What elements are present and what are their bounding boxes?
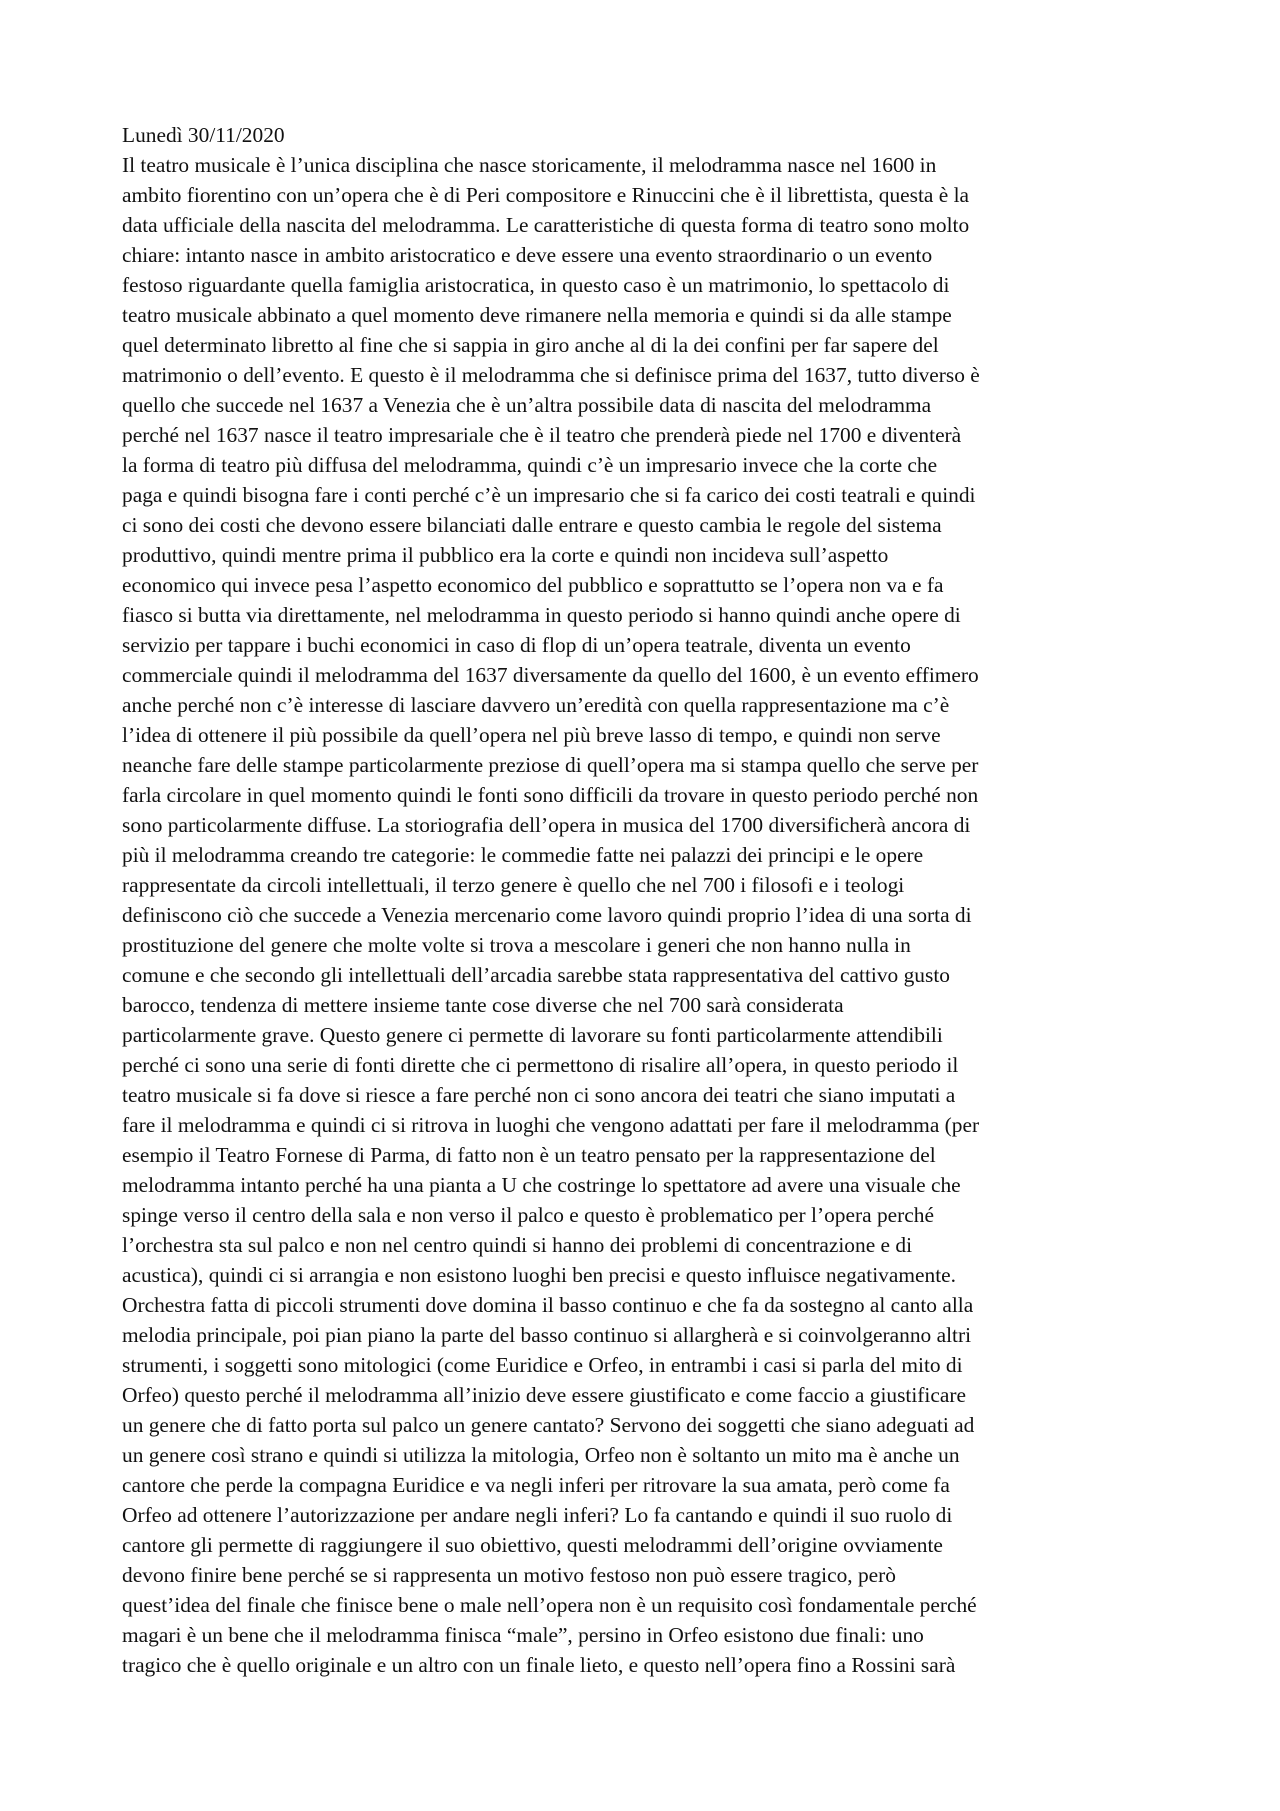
text-line: servizio per tappare i buchi economici in caso di flop di un’opera teatrale, diventa un evento bbox=[122, 633, 911, 657]
text-line: perché ci sono una serie di fonti dirette che ci permettono di risalire all’opera, in questo periodo il bbox=[122, 1053, 959, 1077]
text-line: particolarmente grave. Questo genere ci permette di lavorare su fonti particolarmente attendibili bbox=[122, 1023, 943, 1047]
text-line: matrimonio o dell’evento. E questo è il melodramma che si definisce prima del 1637, tutto diverso è bbox=[122, 363, 980, 387]
text-line: spinge verso il centro della sala e non verso il palco e questo è problematico per l’opera perché bbox=[122, 1203, 934, 1227]
text-line: definiscono ciò che succede a Venezia mercenario come lavoro quindi proprio l’idea di una sorta di bbox=[122, 903, 972, 927]
text-line: Orfeo ad ottenere l’autorizzazione per andare negli inferi? Lo fa cantando e quindi il suo ruolo di bbox=[122, 1503, 953, 1527]
text-line: sono particolarmente diffuse. La storiografia dell’opera in musica del 1700 diversificherà ancora di bbox=[122, 813, 971, 837]
text-line: tragico che è quello originale e un altro con un finale lieto, e questo nell’opera fino a Rossini sarà bbox=[122, 1653, 956, 1677]
text-line: ci sono dei costi che devono essere bilanciati dalle entrare e questo cambia le regole del sistema bbox=[122, 513, 942, 537]
text-line: perché nel 1637 nasce il teatro impresariale che è il teatro che prenderà piede nel 1700 e diventerà bbox=[122, 423, 962, 447]
text-line: quello che succede nel 1637 a Venezia che è un’altra possibile data di nascita del melodramma bbox=[122, 393, 932, 417]
text-line: chiare: intanto nasce in ambito aristocratico e deve essere una evento straordinario o un evento bbox=[122, 243, 933, 267]
text-line: Orfeo) questo perché il melodramma all’inizio deve essere giustificato e come faccio a giustificare bbox=[122, 1383, 966, 1407]
text-line: cantore che perde la compagna Euridice e va negli inferi per ritrovare la sua amata, però come fa bbox=[122, 1473, 950, 1497]
text-line: magari è un bene che il melodramma finisca “male”, persino in Orfeo esistono due finali: uno bbox=[122, 1623, 924, 1647]
text-line: esempio il Teatro Fornese di Parma, di fatto non è un teatro pensato per la rappresentazione del bbox=[122, 1143, 936, 1167]
text-line: quel determinato libretto al fine che si sappia in giro anche al di la dei confini per far sapere del bbox=[122, 333, 939, 357]
text-line: devono finire bene perché se si rappresenta un motivo festoso non può essere tragico, però bbox=[122, 1563, 896, 1587]
text-line: economico qui invece pesa l’aspetto economico del pubblico e soprattutto se l’opera non va e fa bbox=[122, 573, 944, 597]
text-line: un genere così strano e quindi si utilizza la mitologia, Orfeo non è soltanto un mito ma è anche un bbox=[122, 1443, 960, 1467]
text-line: barocco, tendenza di mettere insieme tante cose diverse che nel 700 sarà considerata bbox=[122, 993, 844, 1017]
text-line: neanche fare delle stampe particolarmente preziose di quell’opera ma si stampa quello che serve per bbox=[122, 753, 979, 777]
text-line: più il melodramma creando tre categorie: le commedie fatte nei palazzi dei principi e le opere bbox=[122, 843, 924, 867]
text-line: anche perché non c’è interesse di lasciare davvero un’eredità con quella rappresentazione ma c’è bbox=[122, 693, 950, 717]
text-line: data ufficiale della nascita del melodramma. Le caratteristiche di questa forma di teatro sono molto bbox=[122, 213, 970, 237]
text-line: cantore gli permette di raggiungere il suo obiettivo, questi melodrammi dell’origine ovviamente bbox=[122, 1533, 943, 1557]
text-line: prostituzione del genere che molte volte si trova a mescolare i generi che non hanno nulla in bbox=[122, 933, 911, 957]
text-line: commerciale quindi il melodramma del 1637 diversamente da quello del 1600, è un evento effimero bbox=[122, 663, 979, 687]
text-line: quest’idea del finale che finisce bene o male nell’opera non è un requisito così fondamentale perché bbox=[122, 1593, 977, 1617]
text-line: teatro musicale si fa dove si riesce a fare perché non ci sono ancora dei teatri che siano imputati a bbox=[122, 1083, 956, 1107]
text-line: paga e quindi bisogna fare i conti perché c’è un impresario che si fa carico dei costi teatrali e quindi bbox=[122, 483, 976, 507]
text-line: fiasco si butta via direttamente, nel melodramma in questo periodo si hanno quindi anche opere di bbox=[122, 603, 961, 627]
document-date: Lunedì 30/11/2020 bbox=[122, 123, 285, 147]
text-line: festoso riguardante quella famiglia aristocratica, in questo caso è un matrimonio, lo spettacolo di bbox=[122, 273, 950, 297]
text-line: Orchestra fatta di piccoli strumenti dove domina il basso continuo e che fa da sostegno al canto alla bbox=[122, 1293, 974, 1317]
text-line: l’orchestra sta sul palco e non nel centro quindi si hanno dei problemi di concentrazione e di bbox=[122, 1233, 913, 1257]
text-line: l’idea di ottenere il più possibile da quell’opera nel più breve lasso di tempo, e quindi non serve bbox=[122, 723, 941, 747]
text-line: acustica), quindi ci si arrangia e non esistono luoghi ben precisi e questo influisce negativamente. bbox=[122, 1263, 956, 1287]
text-line: teatro musicale abbinato a quel momento deve rimanere nella memoria e quindi si da alle stampe bbox=[122, 303, 952, 327]
text-line: melodia principale, poi pian piano la parte del basso continuo si allargherà e si coinvolgeranno altri bbox=[122, 1323, 972, 1347]
text-line: melodramma intanto perché ha una pianta a U che costringe lo spettatore ad avere una visuale che bbox=[122, 1173, 961, 1197]
text-line: fare il melodramma e quindi ci si ritrova in luoghi che vengono adattati per fare il melodramma (per bbox=[122, 1113, 980, 1137]
document-body bbox=[122, 120, 1162, 1680]
text-line: la forma di teatro più diffusa del melodramma, quindi c’è un impresario invece che la corte che bbox=[122, 453, 938, 477]
text-line: produttivo, quindi mentre prima il pubblico era la corte e quindi non incideva sull’aspetto bbox=[122, 543, 889, 567]
text-line: farla circolare in quel momento quindi le fonti sono difficili da trovare in questo periodo perché non bbox=[122, 783, 979, 807]
text-line: un genere che di fatto porta sul palco un genere cantato? Servono dei soggetti che siano adeguati ad bbox=[122, 1413, 975, 1437]
text-line: rappresentate da circoli intellettuali, il terzo genere è quello che nel 700 i filosofi e i teologi bbox=[122, 873, 905, 897]
text-line: Il teatro musicale è l’unica disciplina che nasce storicamente, il melodramma nasce nel 1600 in bbox=[122, 153, 937, 177]
text-line: strumenti, i soggetti sono mitologici (come Euridice e Orfeo, in entrambi i casi si parla del mito di bbox=[122, 1353, 963, 1377]
text-line: ambito fiorentino con un’opera che è di Peri compositore e Rinuccini che è il librettista, questa è la bbox=[122, 183, 970, 207]
text-line: comune e che secondo gli intellettuali dell’arcadia sarebbe stata rappresentativa del cattivo gusto bbox=[122, 963, 950, 987]
